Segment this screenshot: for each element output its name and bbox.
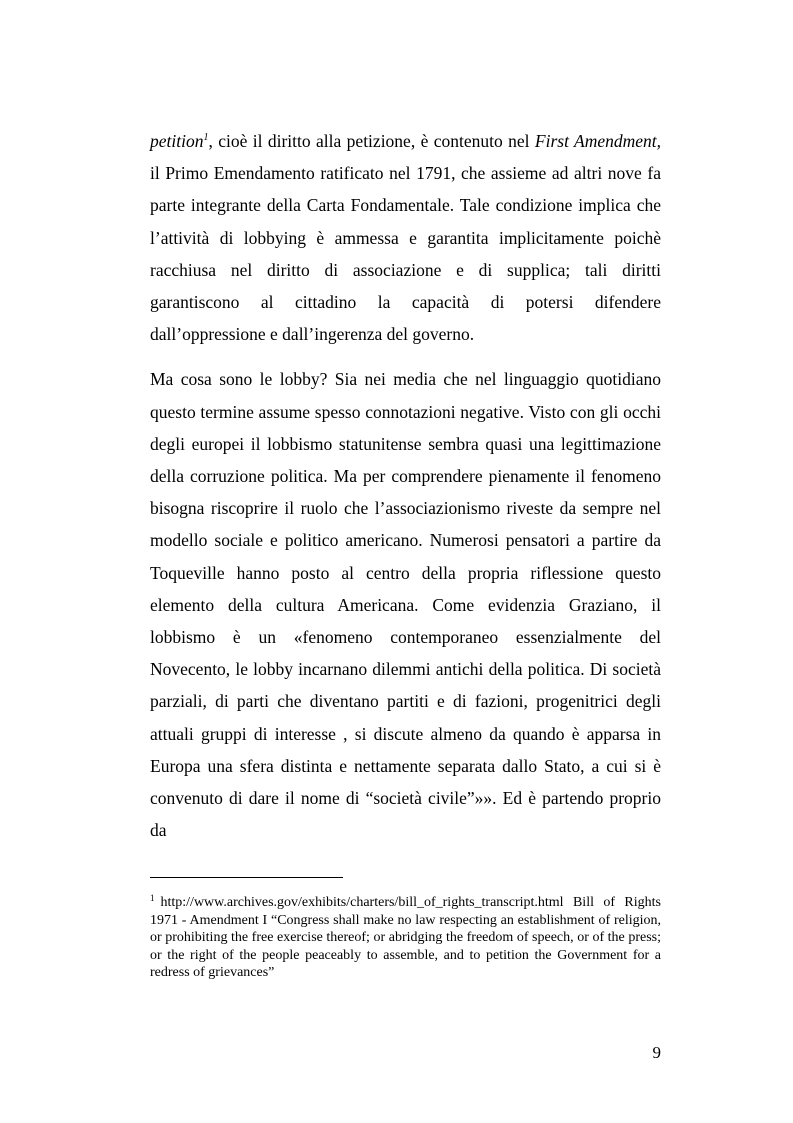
paragraph-petition xyxy=(150,125,661,350)
term-petition: petition xyxy=(150,131,204,151)
page-body xyxy=(150,125,661,846)
paragraph-text: il Primo Emendamento ratificato nel 1791, che assieme ad altri nove fa parte integrante della Carta Fondamentale. Tale condizione implica che l’attività di lobbying è ammessa e garantita implicitamente poichè racchiusa nel diritto di associazione e di supplica; tali diritti garantiscono al cittadino la capacità di potersi difendere dall’oppressione e dall’ingerenza del governo. xyxy=(150,163,661,345)
footnote-text: http://www.archives.gov/exhibits/charters/bill_of_rights_transcript.html Bill of Rights 1971 - Amendment I “Congress shall make no law respecting an establishment of religion, or prohibiting the free exercise thereof; or abridging the freedom of speech, or of the press; or the right of the people peaceably to assemble, and to petition the Government for a redress of grievances” xyxy=(150,895,661,981)
footnote-mark: 1 xyxy=(150,893,155,903)
paragraph-lobby: Ma cosa sono le lobby? Sia nei media che nel linguaggio quotidiano questo termine assume spesso connotazioni negative. Visto con gli occhi degli europei il lobbismo statunitense sembra quasi una legittimazione della corruzione politica. Ma per comprendere pienamente il fenomeno bisogna riscoprire il ruolo che l’associazionismo riveste da sempre nel modello sociale e politico americano. Numerosi pensatori a partire da Toqueville hanno posto al centro della propria riflessione questo elemento della cultura Americana. Come evidenzia Graziano, il lobbismo è un «fenomeno contemporaneo essenzialmente del Novecento, le lobby incarnano dilemmi antichi della politica. Di società parziali, di parti che diventano partiti e di fazioni, progenitrici degli attuali gruppi di interesse , si discute almeno da quando è apparsa in Europa una sfera distinta e nettamente separata dallo Stato, a cui si è convenuto di dare il nome di “società civile”»». Ed è partendo proprio da xyxy=(150,369,661,841)
footnote xyxy=(150,894,661,982)
footnote-separator xyxy=(150,877,343,878)
term-first-amendment: First Amendment, xyxy=(534,131,661,151)
page-number: 9 xyxy=(652,1043,661,1062)
paragraph-text: , cioè il diritto alla petizione, è contenuto nel xyxy=(208,131,535,151)
footnote-reference: 1 xyxy=(203,132,209,143)
